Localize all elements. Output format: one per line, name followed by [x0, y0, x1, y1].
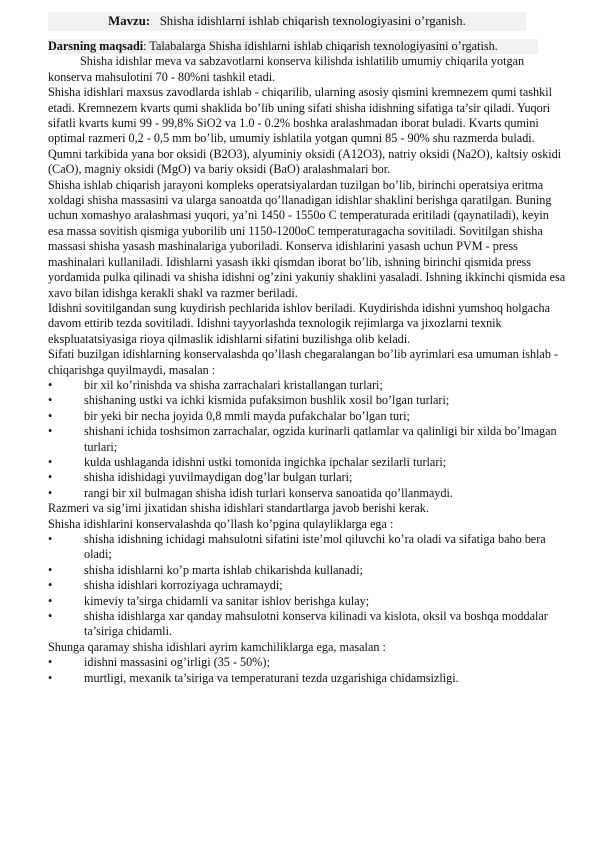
list-item: • kimeviy ta’sirga chidamli va sanitar ishlov berishga kulay;: [48, 593, 370, 608]
paragraph-composition: Shisha idishlari maxsus zavodlarda ishlab - chiqarilib, ularning asosiy qismini kremnezem qumi tashkil etadi. Kremnezem kvarts qumi shaklida bo’lib uning sifati shisha idishning sifatiga ta’sir qiladi. Yuqori sifatli kvarts kumi 99 - 99,8% SiO2 va 1.0 - 0.2% boshka aralashmadan iborat buladi. Kvarts qumini optimal razmeri 0,2 - 0,5 mm bo’lib, umumiy ishlatila yotgan qumni 85 - 90% shu razmerda buladi. Qumni tarkibida yana bor oksidi (B2O3), alyuminiy oksidi (A12O3), natriy oksidi (Na2O), kaltsiy oskidi (CaO), magniy oksidi (MgO) va bariy oksidi (BaO) aralashmalari bor.: [48, 85, 562, 177]
bullet: •: [48, 454, 53, 469]
defects-list: [48, 378, 566, 501]
bullet: •: [48, 655, 53, 670]
list-item: • shisha idishidagi yuvilmaydigan dog’lar bulgan turlari;: [48, 470, 353, 485]
topic-text: Shisha idishlarni ishlab chiqarish texnologiyasini o’rganish.: [159, 14, 466, 28]
topic-heading: [48, 12, 526, 31]
list-item: • bir yeki bir necha joyida 0,8 mmli mayda pufakchalar bo’lgan turi;: [48, 408, 410, 423]
paragraph-annealing: Idishni sovitilgandan sung kuydirish pechlarida ishlov beriladi. Kuydirishda idishni yumshoq holgacha davom ettirib tezda sovitiladi. Idishni tayyorlashda texnologik rejimlarga va jixozlarni texnik ekspluatatsiyasiga rioya qilmaslik idishlarni sifatini buzilishga olib keladi.: [48, 300, 550, 346]
topic-label: Mavzu:: [108, 14, 151, 28]
disadvantages-list: [48, 655, 566, 686]
list-item: • shishani ichida toshsimon zarrachalar, ogzida kurinarli qatlamlar va qalinligi bir xilda bo’lmagan turlari;: [48, 424, 557, 454]
paragraph-process: Shisha ishlab chiqarish jarayoni kompleks operatsiyalardan tuzilgan bo’lib, birinchi operatsiya eritma xoldagi shisha massasini va ularga sanoatda qo’llanadigan idishlar shaklini berishga qaratilgan. Buning uchun xomashyo aralashmasi yuqori, ya’ni 1450 - 1550o C temperaturada eritiladi (qaynatiladi), keyin esa massa sovitish qismiga yuborilib uni 1150-1200oC temperaturagacha sovitiladi. Sovitilgan shisha massasi shisha yasash mashinalariga yuboriladi. Konserva idishlarini yasash uchun PVM - press mashinalari kullaniladi. Idishlarni yasash ikki qismdan iborat bo’lib, ishning birinchi qismida press yordamida pulka qilinadi va shisha idishni og’zini yakuniy shaklini yasaladi. Ishning ikkinchi qismida esa xavo bilan idishga kerakli shakl va razmer beriladi.: [48, 177, 566, 300]
bullet: •: [48, 393, 53, 408]
list-item: • shisha idishlarga xar qanday mahsulotni konserva kilinadi va kislota, oksil va boshqa moddalar ta’siriga chidamli.: [48, 609, 548, 639]
bullet: •: [48, 532, 53, 546]
bullet: •: [48, 377, 53, 392]
bullet: •: [48, 485, 53, 500]
list-item: • bir xil ko’rinishda va shisha zarrachalari kristallangan turlari;: [48, 377, 383, 392]
paragraph-intro: Shisha idishlar meva va sabzavotlarni konserva kilishda ishlatilib umumiy chiqarila yotgan konserva mahsulotini 70 - 80%ni tashkil etadi.: [48, 54, 525, 84]
lesson-goal: [48, 39, 538, 54]
bullet: •: [48, 470, 53, 485]
bullet: •: [48, 424, 53, 439]
paragraph-defects-intro: Sifati buzilgan idishlarning konservalashda qo’llash chegaralangan bo’lib ayrimlari esa umuman ishlab - chiqarishga quyilmaydi, masalan :: [48, 347, 559, 377]
bullet: •: [48, 593, 53, 608]
paragraph-disadvantages-intro: Shunga qaramay shisha idishlari ayrim kamchiliklarga ega, masalan :: [48, 639, 386, 654]
lesson-goal-text: : Talabalarga Shisha idishlarni ishlab chiqarish texnologiyasini o’rgatish.: [143, 39, 498, 53]
paragraph-advantages-intro: Shisha idishlarini konservalashda qo’llash ko’pgina qulayliklarga ega :: [48, 516, 394, 531]
paragraph-standards: Razmeri va sig’imi jixatidan shisha idishlari standartlarga javob berishi kerak.: [48, 501, 429, 516]
list-item: • murtligi, mexanik ta’siriga va temperaturani tezda uzgarishiga chidamsizligi.: [48, 670, 459, 685]
lesson-goal-label: Darsning maqsadi: [48, 39, 144, 53]
list-item: • kulda ushlaganda idishni ustki tomonida ingichka ipchalar sezilarli turlari;: [48, 454, 447, 469]
list-item: • shisha idishlari korroziyaga uchramaydi;: [48, 578, 283, 593]
bullet: •: [48, 408, 53, 423]
list-item: • shisha idishning ichidagi mahsulotni sifatini iste’mol qiluvchi ko’ra oladi va sifatiga baho bera oladi;: [48, 532, 546, 562]
list-item: • rangi bir xil bulmagan shisha idish turlari konserva sanoatida qo’llanmaydi.: [48, 485, 453, 500]
bullet: •: [48, 578, 53, 593]
bullet: •: [48, 609, 53, 624]
list-item: • shisha idishlarni ko’p marta ishlab chikarishda kullanadi;: [48, 562, 363, 577]
bullet: •: [48, 670, 53, 685]
bullet: •: [48, 562, 53, 577]
advantages-list: [48, 532, 566, 640]
list-item: • shishaning ustki va ichki kismida pufaksimon bushlik xosil bo’lgan turlari;: [48, 393, 450, 408]
list-item: • idishni massasini og’irligi (35 - 50%);: [48, 655, 270, 670]
